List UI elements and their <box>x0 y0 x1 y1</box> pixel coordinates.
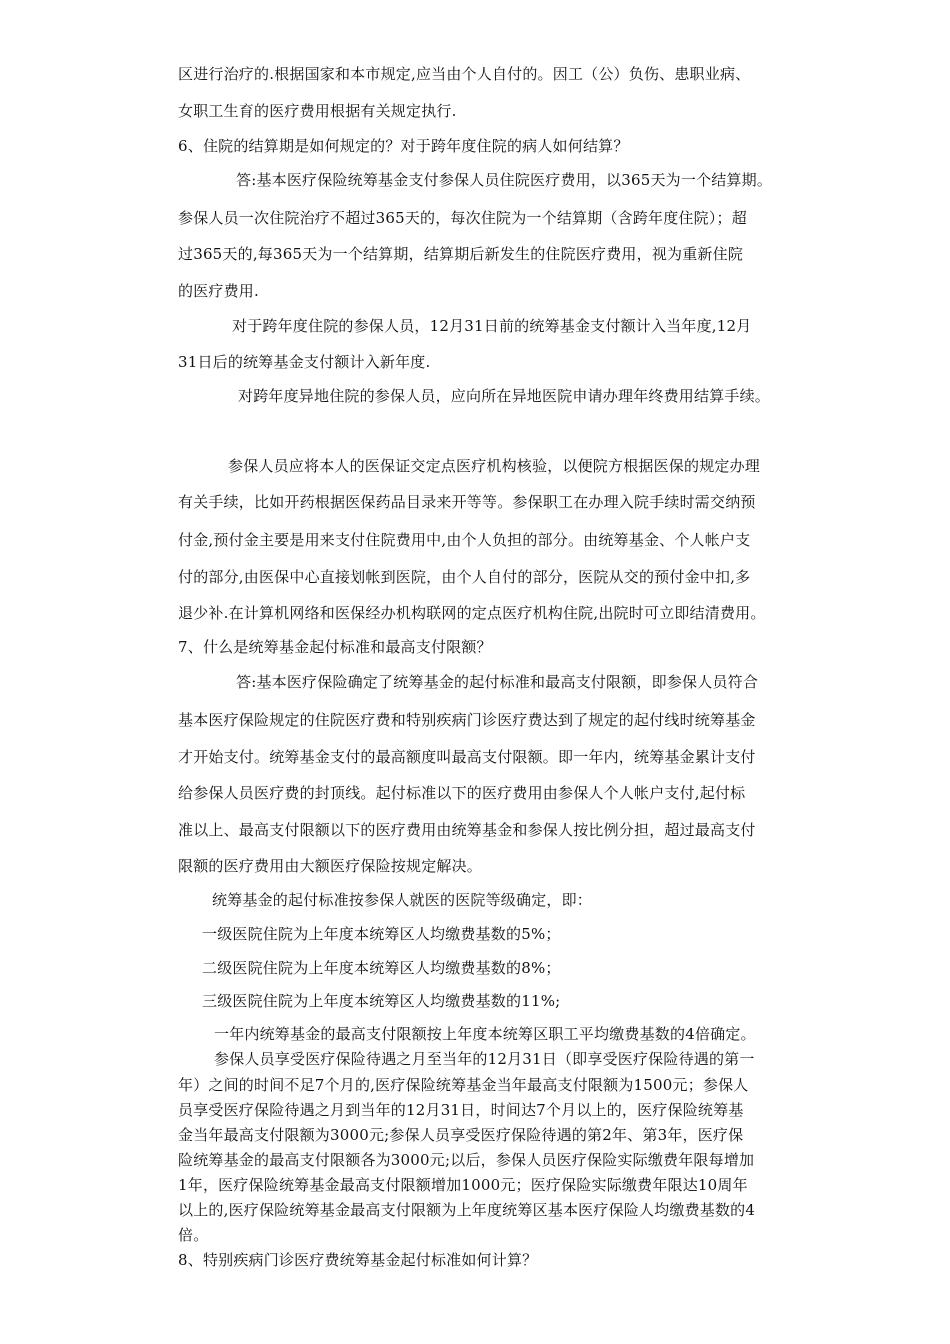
text-line: 一级医院住院为上年度本统筹区人均缴费基数的5%； <box>202 925 561 943</box>
text-line: 答:基本医疗保险确定了统筹基金的起付标准和最高支付限额，即参保人员符合 <box>236 673 759 691</box>
text-line: 付金,预付金主要是用来支付住院费用中,由个人负担的部分。由统筹基金、个人帐户支 <box>178 531 751 549</box>
text-line: 险统筹基金的最高支付限额各为3000元;以后，参保人员医疗保险实际缴费年限每增加 <box>178 1151 755 1169</box>
text-line: 31日后的统筹基金支付额计入新年度. <box>178 353 431 371</box>
text-line: 有关手续，比如开药根据医保药品目录来开等等。参保职工在办理入院手续时需交纳预 <box>178 493 756 511</box>
text-line: 二级医院住院为上年度本统筹区人均缴费基数的8%； <box>202 959 561 977</box>
text-line: 答:基本医疗保险统筹基金支付参保人员住院医疗费用，以365天为一个结算期。 <box>236 171 773 189</box>
text-line: 员享受医疗保险待遇之月到当年的12月31日，时间达7个月以上的，医疗保险统筹基 <box>178 1101 744 1119</box>
text-line: 参保人员应将本人的医保证交定点医疗机构核验，以便院方根据医保的规定办理 <box>228 457 761 475</box>
text-line: 统筹基金的起付标准按参保人就医的医院等级确定，即： <box>212 891 593 909</box>
text-line: 才开始支付。统筹基金支付的最高额度叫最高支付限额。即一年内，统筹基金累计支付 <box>178 748 756 766</box>
text-line: 1年，医疗保险统筹基金最高支付限额增加1000元；医疗保险实际缴费年限达10周年 <box>178 1176 748 1194</box>
text-line: 准以上、最高支付限额以下的医疗费用由统筹基金和参保人按比例分担，超过最高支付 <box>178 821 756 839</box>
text-line: 三级医院住院为上年度本统筹区人均缴费基数的11%; <box>202 992 561 1010</box>
text-line: 的医疗费用. <box>178 282 259 300</box>
text-line: 一年内统筹基金的最高支付限额按上年度本统筹区职工平均缴费基数的4倍确定。 <box>214 1025 756 1043</box>
text-line: 付的部分,由医保中心直接划帐到医院，由个人自付的部分，医院从交的预付金中扣,多 <box>178 568 751 586</box>
text-line: 女职工生育的医疗费用根据有关规定执行. <box>178 102 457 120</box>
text-line: 以上的,医疗保险统筹基金最高支付限额为上年度统筹区基本医疗保险人均缴费基数的4 <box>178 1201 756 1219</box>
text-line: 年）之间的时间不足7个月的,医疗保险统筹基金当年最高支付限额为1500元；参保人 <box>178 1076 749 1094</box>
section-heading-7: 7、什么是统筹基金起付标准和最高支付限额？ <box>178 638 492 656</box>
text-line: 对跨年度异地住院的参保人员，应向所在异地医院申请办理年终费用结算手续。 <box>238 387 771 405</box>
text-line: 参保人员一次住院治疗不超过365天的，每次住院为一个结算期（含跨年度住院）；超 <box>178 209 747 227</box>
text-line: 区进行治疗的.根据国家和本市规定,应当由个人自付的。因工（公）负伤、患职业病、 <box>178 65 751 83</box>
text-line: 退少补.在计算机网络和医保经办机构联网的定点医疗机构住院,出院时可立即结清费用。 <box>178 604 766 622</box>
section-heading-8: 8、特别疾病门诊医疗费统筹基金起付标准如何计算？ <box>178 1251 538 1269</box>
text-line: 倍。 <box>178 1226 209 1244</box>
text-line: 过365天的,每365天为一个结算期，结算期后新发生的住院医疗费用，视为重新住院 <box>178 245 744 263</box>
text-line: 对于跨年度住院的参保人员，12月31日前的统筹基金支付额计入当年度,12月 <box>232 317 752 335</box>
text-line: 基本医疗保险规定的住院医疗费和特别疾病门诊医疗费达到了规定的起付线时统筹基金 <box>178 711 756 729</box>
text-line: 限额的医疗费用由大额医疗保险按规定解决。 <box>178 857 483 875</box>
text-line: 给参保人员医疗费的封顶线。起付标准以下的医疗费用由参保人个人帐户支付,起付标 <box>178 784 746 802</box>
text-line: 参保人员享受医疗保险待遇之月至当年的12月31日（即享受医疗保险待遇的第一 <box>214 1050 755 1068</box>
text-line: 金当年最高支付限额为3000元;参保人员享受医疗保险待遇的第2年、第3年，医疗保 <box>178 1126 744 1144</box>
section-heading-6: 6、住院的结算期是如何规定的？对于跨年度住院的病人如何结算？ <box>178 137 629 155</box>
